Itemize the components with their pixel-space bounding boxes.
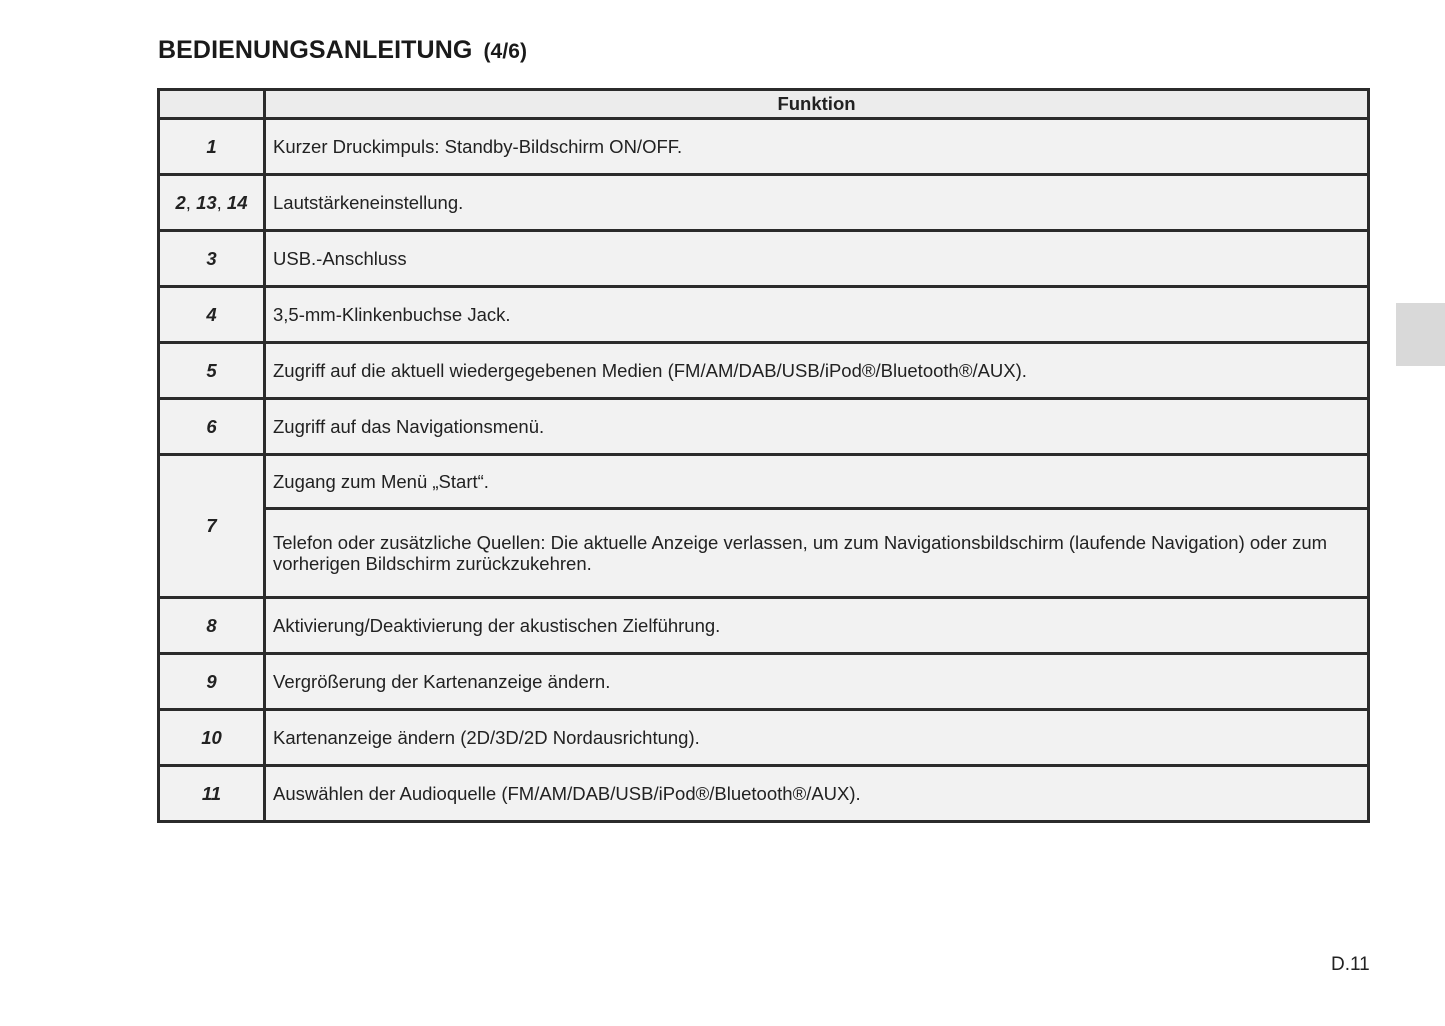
table-row [159,710,1369,766]
page-title [158,36,527,65]
row-description: Aktivierung/Deaktivierung der akustischen Zielführung. [265,598,1369,654]
key-separator: , [216,191,227,213]
row-key: 4 [159,287,265,343]
key-part: 2 [175,191,186,213]
table-row [159,509,1369,598]
table-row [159,654,1369,710]
row-description: Vergrößerung der Kartenanzeige ändern. [265,654,1369,710]
row-key: 10 [159,710,265,766]
table-row [159,399,1369,455]
header-key-cell [159,90,265,119]
row-description: Lautstärkeneinstellung. [265,175,1369,231]
table-header-row [159,90,1369,119]
table-row [159,287,1369,343]
row-key: 7 [159,455,265,598]
table-row [159,766,1369,822]
row-description: Kurzer Druckimpuls: Standby-Bildschirm ON/OFF. [265,119,1369,175]
page-title-counter: (4/6) [483,40,528,63]
table-row [159,119,1369,175]
page-number: D.11 [1331,954,1370,975]
row-key: 9 [159,654,265,710]
row-description: Auswählen der Audioquelle (FM/AM/DAB/USB/iPod®/Bluetooth®/AUX). [265,766,1369,822]
key-separator: , [185,191,197,213]
row-description: 3,5-mm-Klinkenbuchse Jack. [265,287,1369,343]
key-part: 14 [226,191,248,213]
key-part: 13 [196,191,217,213]
table-row [159,598,1369,654]
table-row [159,231,1369,287]
row-description: Kartenanzeige ändern (2D/3D/2D Nordausrichtung). [265,710,1369,766]
row-description: Telefon oder zusätzliche Quellen: Die aktuelle Anzeige verlassen, um zum Navigationsbildschirm (laufende Navigation) oder zum vorherigen Bildschirm zurückzukehren. [265,509,1369,598]
header-function-cell: Funktion [265,90,1369,119]
row-key: 1 [159,119,265,175]
table-row [159,175,1369,231]
row-key: 11 [159,766,265,822]
row-key: 8 [159,598,265,654]
table-row [159,455,1369,509]
row-description: Zugriff auf das Navigationsmenü. [265,399,1369,455]
row-key: 3 [159,231,265,287]
function-table [157,88,1370,823]
row-key: 6 [159,399,265,455]
row-description: USB.-Anschluss [265,231,1369,287]
row-description: Zugriff auf die aktuell wiedergegebenen Medien (FM/AM/DAB/USB/iPod®/Bluetooth®/AUX). [265,343,1369,399]
row-description: Zugang zum Menü „Start“. [265,455,1369,509]
page-title-text: BEDIENUNGSANLEITUNG [158,36,473,64]
chapter-tab-marker [1396,303,1445,366]
row-key: 5 [159,343,265,399]
row-key [159,175,265,231]
table-row [159,343,1369,399]
